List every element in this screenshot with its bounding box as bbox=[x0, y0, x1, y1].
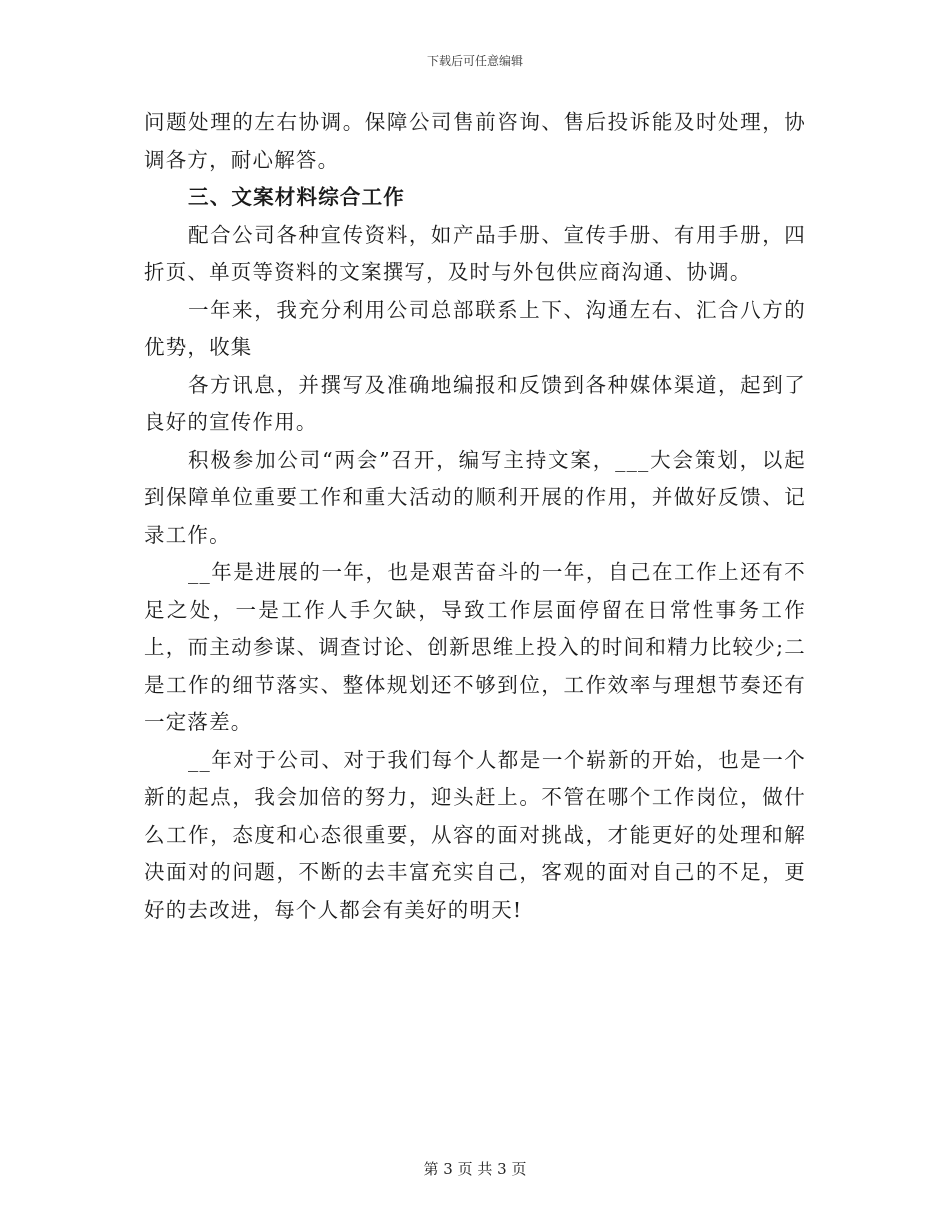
paragraph: __年对于公司、对于我们每个人都是一个崭新的开始，也是一个新的起点，我会加倍的努力，迎头赶上。不管在哪个工作岗位，做什么工作，态度和心态很重要，从容的面对挑战，才能更好的处理和解决面对的问题，不断的去丰富充实自己，客观的面对自己的不足，更好的去改进，每个人都会有美好的明天! bbox=[144, 747, 806, 922]
document-body bbox=[144, 104, 806, 929]
paragraph-continuation: 问题处理的左右协调。保障公司售前咨询、售后投诉能及时处理，协调各方，耐心解答。 bbox=[144, 110, 806, 172]
paragraph: 配合公司各种宣传资料，如产品手册、宣传手册、有用手册，四折页、单页等资料的文案撰写，及时与外包供应商沟通、协调。 bbox=[144, 222, 806, 284]
page-footer: 第 3 页 共 3 页 bbox=[423, 1160, 527, 1178]
paragraph: 一年来，我充分利用公司总部联系上下、沟通左右、汇合八方的优势，收集 bbox=[144, 297, 806, 359]
section-heading: 三、文案材料综合工作 bbox=[188, 185, 405, 209]
paragraph: 积极参加公司“两会”召开，编写主持文案，___大会策划，以起到保障单位重要工作和重大活动的顺利开展的作用，并做好反馈、记录工作。 bbox=[144, 447, 806, 547]
paragraph: __年是进展的一年，也是艰苦奋斗的一年，自己在工作上还有不足之处，一是工作人手欠缺，导致工作层面停留在日常性事务工作上，而主动参谋、调查讨论、创新思维上投入的时间和精力比较少;二是工作的细节落实、整体规划还不够到位，工作效率与理想节奏还有一定落差。 bbox=[144, 560, 806, 734]
paragraph: 各方讯息，并撰写及准确地编报和反馈到各种媒体渠道，起到了良好的宣传作用。 bbox=[144, 372, 806, 434]
page-header: 下载后可任意编辑 bbox=[426, 54, 523, 68]
